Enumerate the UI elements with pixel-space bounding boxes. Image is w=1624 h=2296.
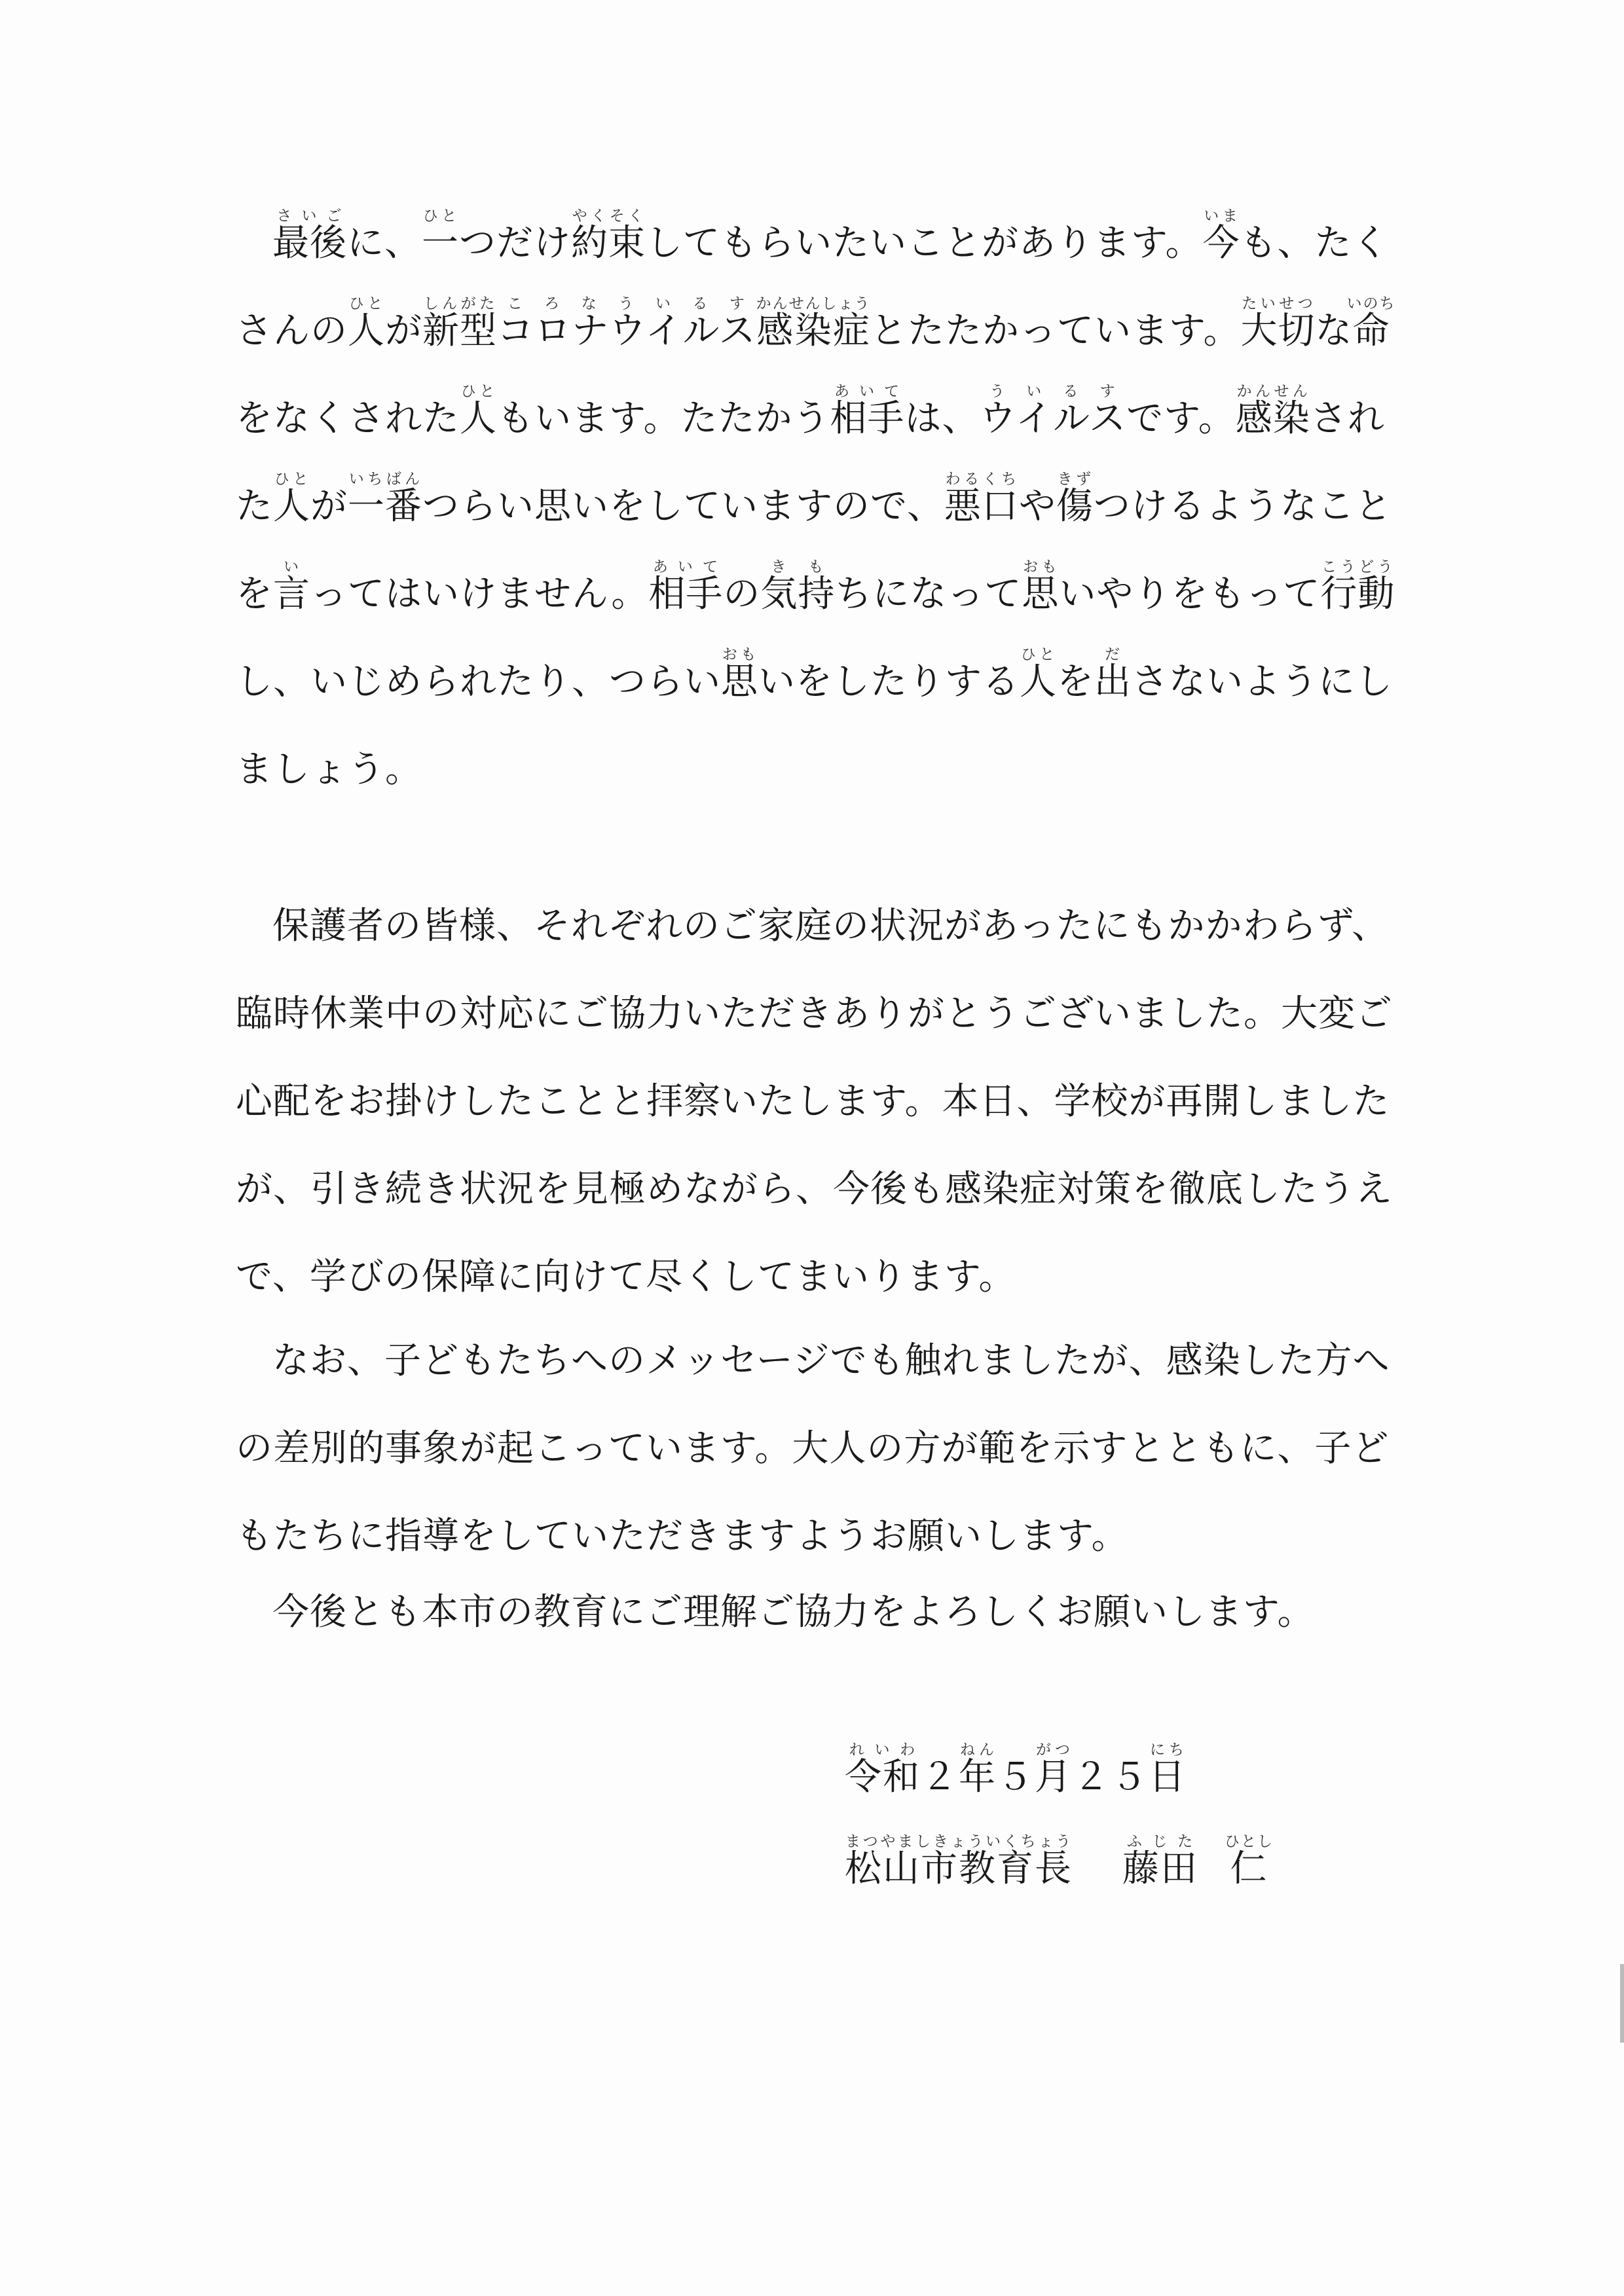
furigana-word: ウイルスういるす	[979, 383, 1127, 440]
furigana-word: 約束やくそく	[571, 208, 646, 264]
furigana-word: 思おも	[1022, 558, 1060, 615]
furigana-word: 感染かんせん	[1235, 383, 1310, 440]
furigana-word: コロナウイルスころなういるす	[497, 295, 756, 352]
furigana-word: 思おも	[721, 646, 758, 703]
furigana-word: 出だ	[1094, 646, 1132, 703]
furigana-word: 一ひと	[422, 208, 459, 264]
furigana-word: 感染症かんせんしょう	[756, 295, 871, 352]
author-title: 松山市教育長まつやましきょういくちょう	[845, 1833, 1073, 1890]
furigana-word: 今いま	[1202, 208, 1240, 264]
furigana-word: 気持きも	[760, 558, 836, 615]
author-family-name: 藤田ふじた	[1122, 1833, 1198, 1890]
furigana-word: 相手あいて	[830, 383, 905, 440]
furigana-word: 大切たいせつ	[1240, 295, 1316, 352]
furigana-word: 新型しんがた	[422, 295, 497, 352]
furigana-word: 年ねん	[959, 1741, 997, 1798]
furigana-word: 最後さいご	[272, 208, 347, 264]
furigana-word: 傷きず	[1056, 471, 1094, 528]
furigana-word: 人ひと	[460, 383, 497, 440]
furigana-word: 命いのち	[1346, 295, 1396, 352]
author-given-name: 仁ひとし	[1225, 1833, 1274, 1890]
discrimination-notice-paragraph: なお、子どもたちへのメッセージでも触れましたが、感染した方への差別的事象が起こっています。大人の方が範を示すとともに、子どもたちに指導をしていただきますようお願いします。	[236, 1339, 1390, 1558]
furigana-word: 月がつ	[1035, 1741, 1073, 1798]
furigana-word: 悪口わるくち	[944, 471, 1019, 528]
signature-date: 令和れいわ２年ねん５月がつ２５日にち	[845, 1741, 1187, 1798]
furigana-word: 行動こうどう	[1320, 558, 1395, 615]
furigana-word: 人ひと	[348, 295, 385, 352]
scan-edge-mark	[1620, 1964, 1624, 2043]
closing-request-paragraph: 今後とも本市の教育にご理解ご協力をよろしくお願いします。	[272, 1591, 1315, 1633]
furigana-word: 人ひと	[273, 471, 310, 528]
furigana-word: 相手あいて	[648, 558, 724, 615]
furigana-word: 一番いちばん	[348, 471, 422, 528]
furigana-word: 人ひと	[1020, 646, 1057, 703]
parents-thanks-paragraph: 保護者の皆様、それぞれのご家庭の状況があったにもかかわらず、臨時休業中の対応にご協力いただきありがとうございました。大変ご心配をお掛けしたことと拝察いたします。本日、学校が再開しましたが、引き続き状況を見極めながら、今後も感染症対策を徹底したうえで、学びの保障に向けて尽くしてまいります。	[236, 905, 1393, 1298]
furigana-word: 言い	[273, 558, 310, 615]
signature-author	[845, 1833, 1434, 1890]
furigana-word: 日にち	[1149, 1741, 1187, 1798]
children-message-paragraph: 最後さいごに、一ひとつだけ約束やくそくしてもらいたいことがあります。今いまも、たくさんの人ひとが新型しんがたコロナウイルスころなういるす感染症かんせんしょうとたたかっています。大切たいせつな命いのちをなくされた人ひともいます。たたかう相手あいては、ウイルスういるすです。感染かんせんされた人ひとが一番いちばんつらい思いをしていますので、悪口わるくちや傷きずつけるようなことを言いってはいけません。相手あいての気持きもちになって思おもいやりをもって行動こうどうし、いじめられたり、つらい思おもいをしたりする人ひとを出ださないようにしましょう。	[236, 208, 1396, 791]
furigana-word: 令和れいわ	[845, 1741, 921, 1798]
